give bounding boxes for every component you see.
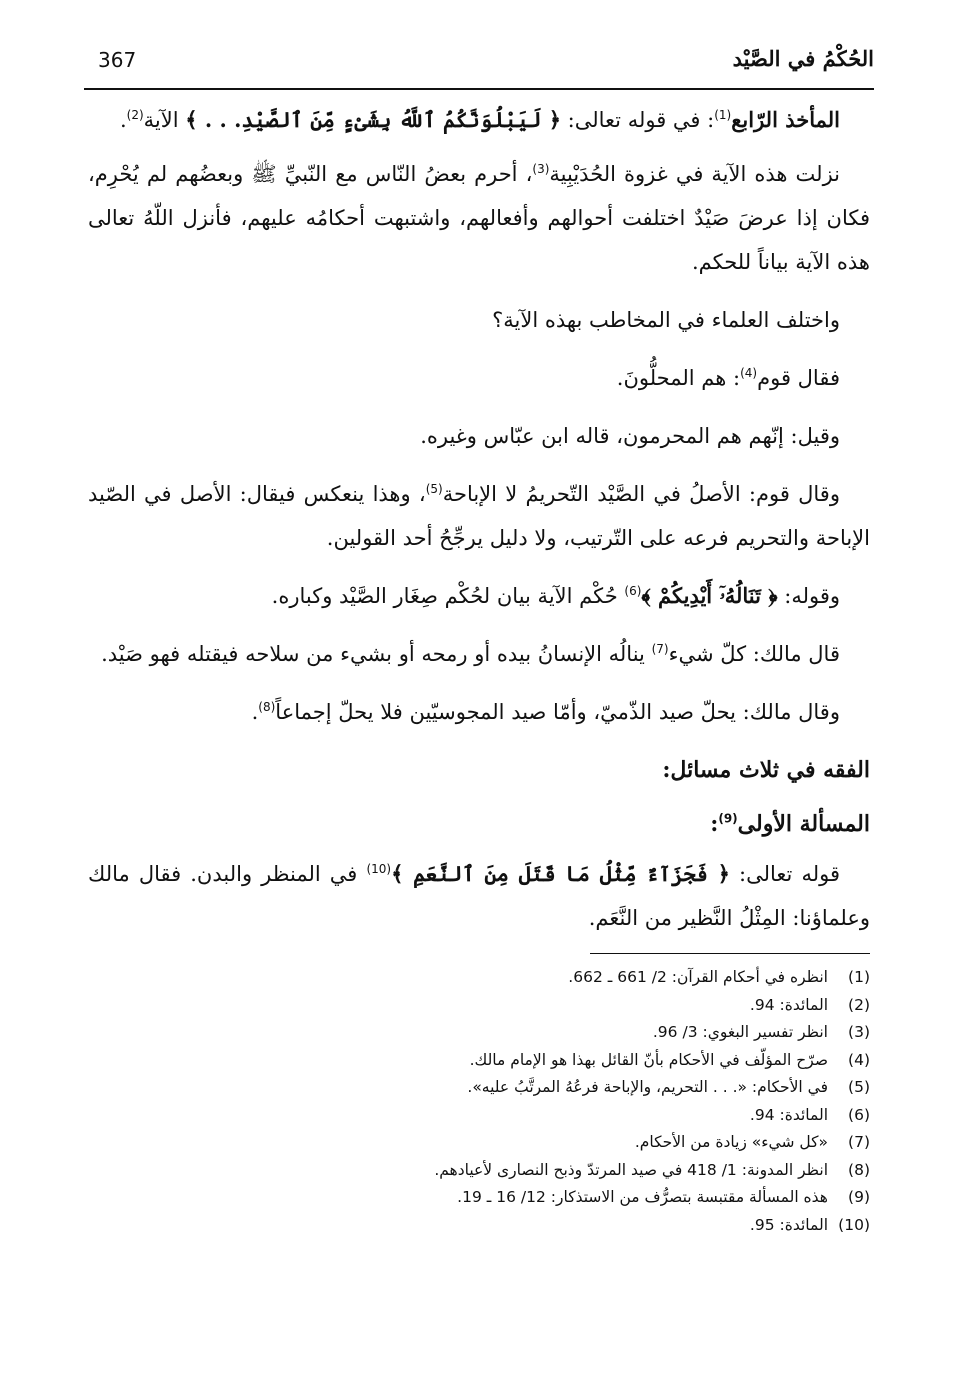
footnote-ref-7[interactable]: (7) (651, 642, 669, 656)
paragraph-8 (88, 632, 870, 676)
footnote-item (88, 1212, 870, 1240)
footnote-item (88, 1129, 870, 1157)
paragraph-4-start: فقال قوم (757, 366, 840, 390)
paragraph-10 (88, 852, 870, 940)
footnote-text: انظر المدونة: 1/ 418 في صيد المرتدّ وذبح النصارى لأعيادهم. (434, 1160, 828, 1179)
paragraph-7 (88, 574, 870, 618)
page-number: 367 (98, 48, 137, 72)
footnote-item (88, 1157, 870, 1185)
paragraph-8-start: قال مالك: كلّ شيء (668, 642, 840, 666)
paragraph-3: واختلف العلماء في المخاطب بهذه الآية؟ (492, 308, 840, 332)
footnote-text: في الأحكام: «. . . التحريم، والإباحة فرعُهُ المرتَّبُ عليه». (467, 1078, 828, 1096)
main-text (88, 98, 870, 954)
subsection-heading (88, 802, 870, 846)
footnote-item (88, 1184, 870, 1212)
footnote-number: (3) (848, 1023, 870, 1041)
footnote-text: صرّح المؤلّف في الأحكام بأنّ القائل بهذا هو الإمام مالك. (469, 1050, 828, 1069)
running-header (84, 46, 874, 86)
paragraph-9-start: وقال مالك: يحلّ صيد الذّميّ، وأمّا صيد المجوسيّين فلا يحلّ إجماعاً (275, 700, 840, 724)
paragraph-2 (88, 152, 870, 284)
paragraph-10-rest: في المنظر والبدن. فقال مالك وعلماؤنا: المِثْلُ النَّظير من النَّعَم. (88, 862, 870, 930)
footnote-text: انظره في أحكام القرآن: 2/ 661 ـ 662. (568, 968, 828, 986)
quran-quote-3: ﴿ فَجَزَآءٌ مِّثْلُ مَا قَتَلَ مِنَ ٱلنَّعَمِ ﴾ (391, 861, 730, 886)
footnote-text: المائدة: 94. (749, 1105, 828, 1124)
footnote-item (88, 964, 870, 992)
footnote-ref-8[interactable]: (8) (258, 700, 276, 714)
footnote-number: (4) (848, 1050, 870, 1069)
footnote-ref-10[interactable]: (10) (366, 862, 392, 876)
footnote-item (88, 1102, 870, 1130)
paragraph-6-start: وقال قوم: الأصلُ في الصَّيْد التّحريمُ لا الإباحة (442, 482, 840, 506)
section-heading: الفقه في ثلاث مسائل: (662, 757, 870, 783)
paragraph-10-start: قوله تعالى: (729, 862, 840, 886)
paragraph-9-end: . (251, 700, 259, 724)
footnote-item (88, 1019, 870, 1047)
paragraph-4 (88, 356, 870, 400)
footnote-separator (590, 953, 870, 954)
footnote-ref-3[interactable]: (3) (532, 162, 550, 176)
footnote-text: انظر تفسير البغوي: 3/ 96. (652, 1023, 828, 1041)
subsection-heading-text: المسألة الأولى (737, 811, 870, 837)
paragraph-5: وقيل: إنّهم هم المحرمون، قاله ابن عبّاس وغيره. (420, 424, 840, 448)
paragraph-1 (88, 98, 870, 142)
quran-quote-2: ﴿ تَنَالُهُۥٓ أَيْدِيكُمْ ﴾ (641, 583, 778, 608)
paragraph-8-rest: ينالُه الإنسانُ بيده أو رمحه أو بشيء من سلاحه فيقتله فهو صَيْد. (101, 642, 652, 666)
paragraph-2-rest: ، أحرم بعضُ النّاس مع النّبيِّ ﷺ وبعضُهم لم يُحْرِم، فكان إذا عرضَ صَيْدٌ اختلفت أحوالهم وأفعالهم، واشتبهت أحكامُه عليهم، فأنزل اللّهُ تعالى هذه الآية بياناً للحكم. (88, 162, 870, 274)
footnote-ref-6[interactable]: (6) (624, 584, 642, 598)
footnote-ref-5[interactable]: (5) (425, 482, 443, 496)
header-rule (84, 88, 874, 90)
footnote-ref-2[interactable]: (2) (126, 108, 144, 122)
paragraph-7-rest: حُكْم الآية بيان لحُكْم صِغَار الصَّيْد وكباره. (271, 584, 625, 608)
paragraph-1-end: . (119, 108, 127, 132)
footnote-text: المائدة: 95. (749, 1215, 828, 1234)
footnote-number: (10) (838, 1215, 870, 1234)
paragraph-2-start: نزلت هذه الآية في غزوة الحُدَيْبِية (549, 162, 841, 186)
footnote-number: (6) (848, 1105, 870, 1124)
footnote-ref-4[interactable]: (4) (740, 366, 758, 380)
paragraph-1-tail: الآية (143, 108, 186, 132)
paragraph-6-rest: ، وهذا ينعكس فيقال: الأصل في الصّيد الإباحة والتحريم فرعه على التّرتيب، ولا دليل يرجِّحُ أحد القولين. (88, 482, 870, 550)
paragraph-1-label: المأخذ الرّابع (731, 107, 840, 132)
footnote-item (88, 1047, 870, 1075)
footnote-number: (2) (848, 995, 870, 1014)
footnote-number: (5) (848, 1078, 870, 1096)
paragraph-7-start: وقوله: (777, 584, 840, 608)
footnote-number: (9) (848, 1188, 870, 1206)
footnote-number: (1) (848, 968, 870, 986)
paragraph-4-rest: : هم المحلُّونَ. (616, 366, 741, 390)
subsection-heading-colon: : (710, 811, 719, 837)
footnote-text: المائدة: 94. (749, 995, 828, 1014)
footnote-number: (8) (848, 1160, 870, 1179)
running-title: الحُكْمُ في الصَّيْد (732, 46, 874, 71)
footnotes (88, 964, 870, 1239)
footnote-ref-1[interactable]: (1) (714, 108, 732, 122)
footnote-item (88, 992, 870, 1020)
footnote-ref-9[interactable]: (9) (718, 811, 738, 826)
paragraph-6 (88, 472, 870, 560)
paragraph-1-intro: : في قوله تعالى: (561, 108, 715, 132)
footnote-item (88, 1074, 870, 1102)
footnote-number: (7) (848, 1133, 870, 1151)
footnote-text: هذه المسألة مقتبسة بتصرُّف من الاستذكار: 12/ 16 ـ 19. (457, 1188, 828, 1206)
paragraph-9 (88, 690, 870, 734)
quran-quote-1: ﴿ لَيَبْلُوَنَّكُمُ ٱللَّهُ بِشَىْءٍ مِّنَ ٱلصَّيْدِ. . . ﴾ (185, 107, 561, 132)
footnote-text: «كل شيء» زيادة من الأحكام. (634, 1133, 828, 1151)
